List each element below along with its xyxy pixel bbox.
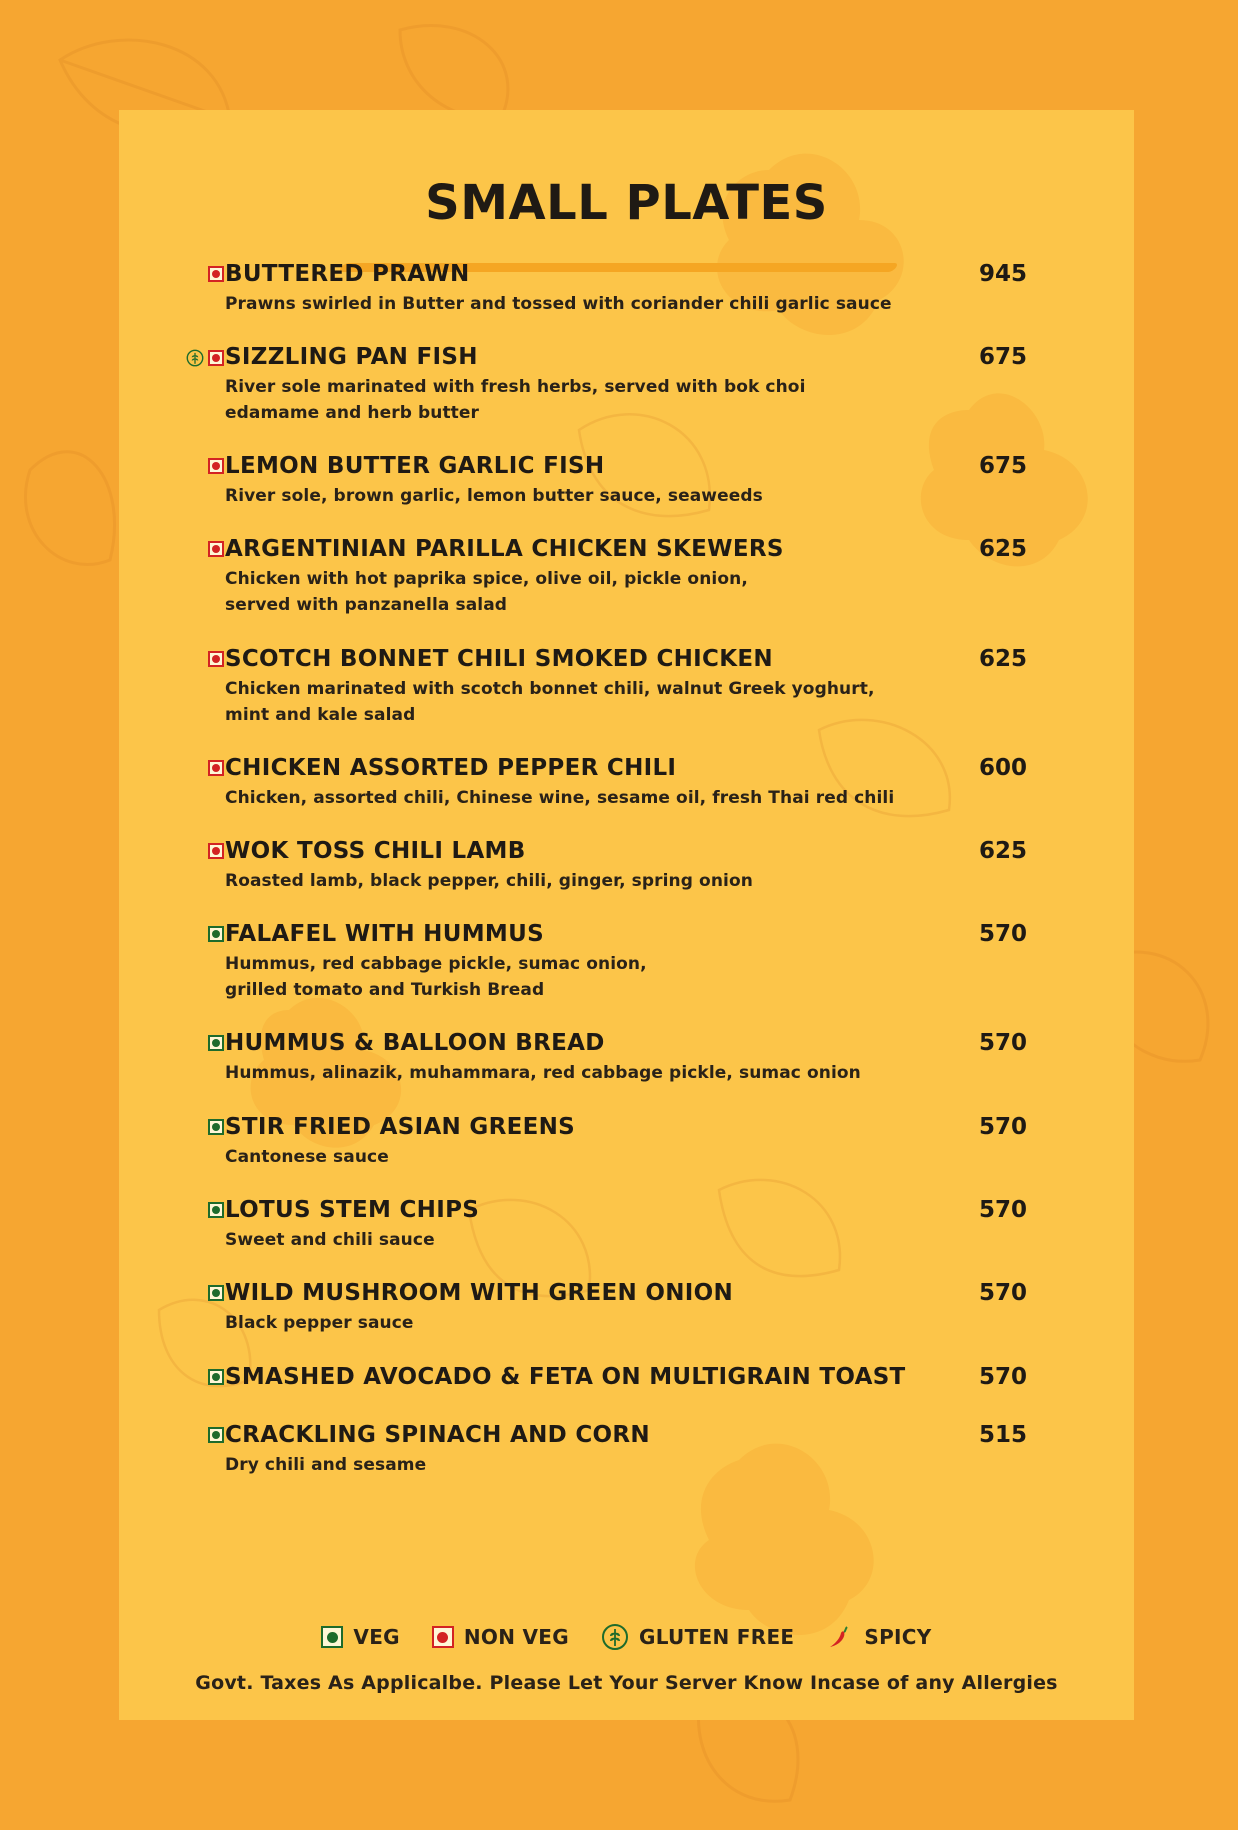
menu-item-price: 570 — [978, 1114, 1027, 1140]
menu-item-name: BUTTERED PRAWN — [225, 261, 470, 287]
dietary-icons — [208, 266, 224, 282]
menu-item-price: 625 — [978, 536, 1027, 562]
dietary-icons — [208, 760, 224, 776]
menu-item-price: 600 — [978, 755, 1027, 781]
dietary-icons — [208, 458, 224, 474]
menu-item-price: 675 — [978, 344, 1027, 370]
legend-non-veg — [432, 1625, 569, 1649]
dietary-icons — [208, 843, 224, 859]
dietary-icons — [208, 651, 224, 667]
menu-item-description: Black pepper sauce — [225, 1313, 414, 1333]
menu-item-price: 570 — [978, 1030, 1027, 1056]
dietary-icons — [208, 1202, 224, 1218]
gluten-free-icon — [601, 1623, 629, 1651]
menu-item-description: Chicken marinated with scotch bonnet chili, walnut Greek yoghurt, mint and kale salad — [225, 679, 875, 725]
menu-item-description: Chicken with hot paprika spice, olive oil, pickle onion, served with panzanella salad — [225, 569, 748, 615]
veg-icon — [321, 1626, 343, 1648]
legend-spicy-label: SPICY — [864, 1625, 932, 1649]
non-veg-icon — [208, 458, 224, 474]
non-veg-icon — [208, 760, 224, 776]
non-veg-icon — [208, 266, 224, 282]
dietary-icons — [208, 541, 224, 557]
menu-item-price: 945 — [978, 261, 1027, 287]
veg-icon — [208, 1427, 224, 1443]
menu-item-price: 675 — [978, 453, 1027, 479]
menu-item-price: 515 — [978, 1422, 1027, 1448]
dietary-icons — [208, 1035, 224, 1051]
veg-icon — [208, 1202, 224, 1218]
dietary-legend — [119, 1623, 1134, 1651]
menu-item-description: River sole marinated with fresh herbs, served with bok choi edamame and herb butter — [225, 377, 806, 423]
legend-gluten-free-label: GLUTEN FREE — [639, 1625, 795, 1649]
legend-veg — [321, 1625, 399, 1649]
dietary-icons — [208, 1119, 224, 1135]
menu-item-name: SMASHED AVOCADO & FETA ON MULTIGRAIN TOAST — [225, 1364, 906, 1390]
menu-item-description: Prawns swirled in Butter and tossed with coriander chili garlic sauce — [225, 294, 892, 314]
menu-item-description: Sweet and chili sauce — [225, 1230, 435, 1250]
dietary-icons — [208, 1369, 224, 1385]
menu-item-price: 570 — [978, 921, 1027, 947]
menu-title: SMALL PLATES — [425, 175, 828, 231]
menu-item-name: HUMMUS & BALLOON BREAD — [225, 1030, 605, 1056]
menu-item-name: WILD MUSHROOM WITH GREEN ONION — [225, 1280, 734, 1306]
dietary-icons — [186, 349, 224, 367]
veg-icon — [208, 926, 224, 942]
legend-non-veg-label: NON VEG — [463, 1625, 569, 1649]
veg-icon — [208, 1369, 224, 1385]
menu-item-name: CHICKEN ASSORTED PEPPER CHILI — [225, 755, 677, 781]
menu-title-block — [119, 168, 1134, 238]
veg-icon — [208, 1119, 224, 1135]
legend-spicy — [826, 1623, 931, 1651]
menu-item-description: Hummus, red cabbage pickle, sumac onion, grilled tomato and Turkish Bread — [225, 954, 647, 1000]
menu-item-price: 625 — [978, 646, 1027, 672]
dietary-icons — [208, 926, 224, 942]
legend-veg-label: VEG — [353, 1625, 400, 1649]
non-veg-icon — [208, 843, 224, 859]
dietary-icons — [208, 1427, 224, 1443]
menu-item-price: 570 — [978, 1364, 1027, 1390]
menu-item-name: LEMON BUTTER GARLIC FISH — [225, 453, 605, 479]
menu-item-name: CRACKLING SPINACH AND CORN — [225, 1422, 650, 1448]
menu-item-description: Hummus, alinazik, muhammara, red cabbage pickle, sumac onion — [225, 1063, 861, 1083]
veg-icon — [208, 1035, 224, 1051]
non-veg-icon — [432, 1626, 454, 1648]
menu-item-description: Roasted lamb, black pepper, chili, ginger, spring onion — [225, 871, 753, 891]
menu-item-description: River sole, brown garlic, lemon butter sauce, seaweeds — [225, 486, 763, 506]
footer-note: Govt. Taxes As Applicalbe. Please Let Your Server Know Incase of any Allergies — [195, 1672, 1058, 1694]
menu-item-name: ARGENTINIAN PARILLA CHICKEN SKEWERS — [225, 536, 784, 562]
veg-icon — [208, 1285, 224, 1301]
menu-item-name: LOTUS STEM CHIPS — [225, 1197, 480, 1223]
menu-item-price: 570 — [978, 1197, 1027, 1223]
menu-item-price: 570 — [978, 1280, 1027, 1306]
menu-item-name: FALAFEL WITH HUMMUS — [225, 921, 544, 947]
menu-item-name: WOK TOSS CHILI LAMB — [225, 838, 526, 864]
menu-item-name: SIZZLING PAN FISH — [225, 344, 478, 370]
non-veg-icon — [208, 541, 224, 557]
dietary-icons — [208, 1285, 224, 1301]
menu-panel — [119, 110, 1134, 1720]
legend-gluten-free — [601, 1623, 794, 1651]
chili-pepper-icon — [826, 1623, 854, 1651]
non-veg-icon — [208, 651, 224, 667]
menu-item-name: STIR FRIED ASIAN GREENS — [225, 1114, 576, 1140]
gluten-free-icon — [186, 349, 204, 367]
menu-item-description: Cantonese sauce — [225, 1147, 389, 1167]
menu-item-description: Chicken, assorted chili, Chinese wine, sesame oil, fresh Thai red chili — [225, 788, 895, 808]
menu-item-description: Dry chili and sesame — [225, 1455, 427, 1475]
non-veg-icon — [208, 350, 224, 366]
menu-item-price: 625 — [978, 838, 1027, 864]
menu-item-name: SCOTCH BONNET CHILI SMOKED CHICKEN — [225, 646, 773, 672]
